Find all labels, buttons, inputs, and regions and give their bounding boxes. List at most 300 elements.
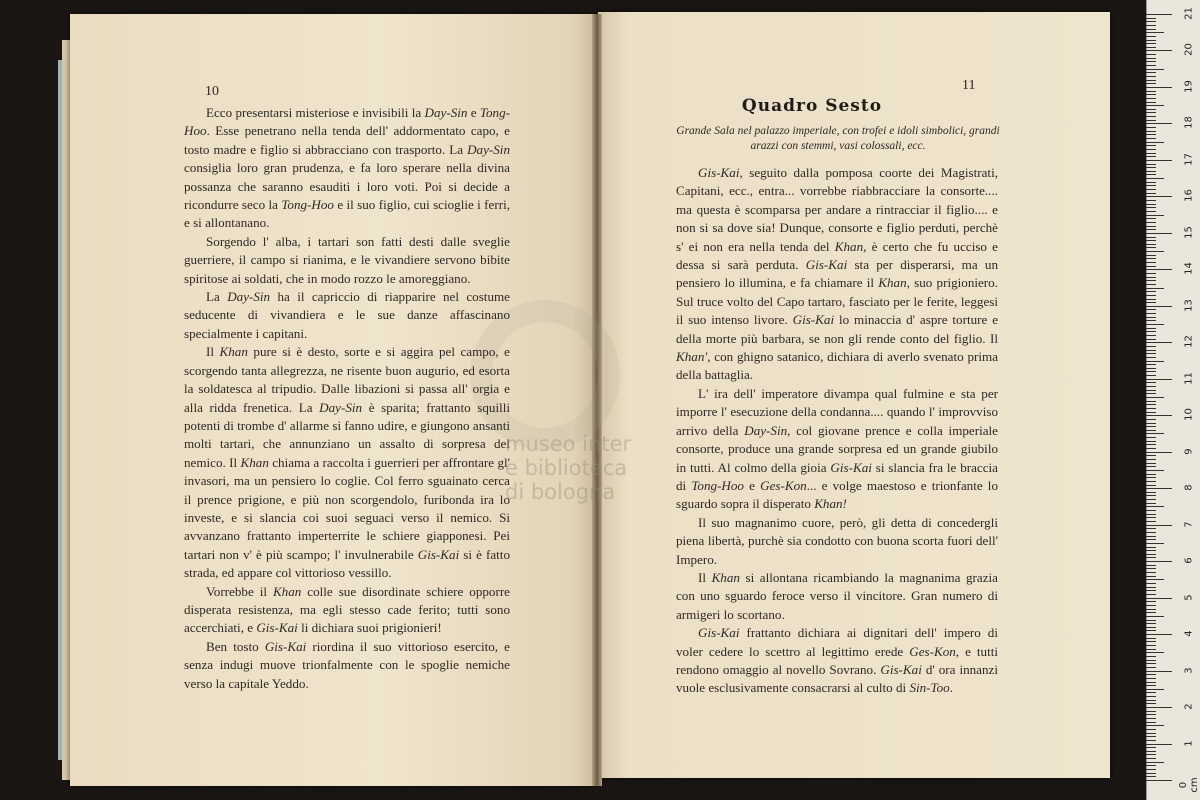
ruler-tick [1146,320,1156,321]
ruler-tick [1146,598,1172,599]
italic-name: Khan! [814,496,847,512]
text-run: si slancia fra le braccia di [676,459,998,493]
ruler-tick [1146,722,1156,723]
ruler-tick [1146,375,1156,376]
ruler-tick [1146,620,1156,621]
text-run: ha il capriccio di riapparire nel costume seducente di vivandiera e le sue danze affascinano specialmente i capitani. [184,289,510,341]
ruler-tick [1146,485,1156,486]
ruler-label: 8 [1183,484,1195,491]
ruler-tick [1146,601,1156,602]
italic-name: Tong-Hoo [184,105,511,139]
italic-name: Khan [272,583,302,599]
ruler-tick [1146,237,1156,238]
ruler-tick [1146,419,1156,420]
text-run: si è fatto strada, ed appare col vittorioso vessillo. [184,546,510,581]
italic-name: Ges-Kon [760,477,807,493]
ruler-tick [1146,444,1156,445]
ruler-tick [1146,58,1156,59]
ruler-tick [1146,630,1156,631]
text-run: L' ira dell' imperatore divampa qual fulmine e sta per imporre l' esecuzione della condanna.... quando l' improvviso arrivo della [676,385,998,438]
ruler-tick [1146,361,1164,362]
ruler-tick [1146,346,1156,347]
ruler-tick [1146,744,1172,745]
ruler-tick [1146,21,1156,22]
ruler-tick [1146,353,1156,354]
italic-name: Gis-Kai [805,257,848,273]
ruler-tick [1146,568,1156,569]
ruler-tick [1146,43,1156,44]
ruler-label: 19 [1183,80,1195,93]
ruler-tick [1146,587,1156,588]
text-run: Il [206,344,220,360]
left-page-number: 10 [205,84,219,99]
ruler-label: 11 [1183,371,1195,385]
paragraph [676,624,998,698]
ruler-tick [1146,459,1156,460]
ruler-tick [1146,295,1156,296]
italic-name: Day-Sin [319,399,363,415]
ruler-tick [1146,25,1156,26]
text-run: Vorrebbe il [206,583,273,599]
ruler-tick [1146,40,1156,41]
ruler-tick [1146,266,1156,267]
ruler-tick [1146,368,1156,369]
text-run: frattanto dichiara ai dignitari dell' impero di voler cedere lo scettro al legittimo erede [676,625,998,659]
ruler-tick [1146,69,1164,70]
ruler-label: 0 cm [1178,777,1200,793]
ruler-tick [1146,754,1156,755]
ruler-tick [1146,423,1156,424]
ruler-tick [1146,196,1172,197]
ruler-tick [1146,689,1164,690]
text-run: Il [698,569,712,585]
ruler-tick [1146,229,1156,230]
paragraph [676,514,998,569]
ruler-tick [1146,455,1156,456]
ruler-tick [1146,499,1156,500]
ruler-tick [1146,174,1156,175]
ruler-tick [1146,594,1156,595]
ruler-tick [1146,313,1156,314]
ruler-label: 13 [1183,298,1195,312]
text-run: riordina il suo vittorioso esercito, e senza indugi muove trionfalmente con le spoglie nemiche verso la capitale Yeddo. [184,638,510,691]
ruler-ticks [1146,0,1180,800]
ruler-tick [1146,547,1156,548]
ruler-tick [1146,149,1156,150]
ruler-tick [1146,612,1156,613]
ruler-tick [1146,244,1156,245]
chapter-subtitle: Grande Sala nel palazzo imperiale, con trofei e idoli simbolici, grandi arazzi con stemmi, vasi colossali, ecc. [676,125,1000,152]
ruler-tick [1146,641,1156,642]
ruler-tick [1146,306,1172,307]
ruler-tick [1146,200,1156,201]
ruler-tick [1146,247,1156,248]
ruler-tick [1146,682,1156,683]
ruler-tick [1146,579,1164,580]
ruler-tick [1146,616,1164,617]
italic-name: Day-Sin [424,105,468,120]
watermark-line: di bologna [505,480,616,504]
ruler-tick [1146,273,1156,274]
ruler-tick [1146,477,1156,478]
text-run: pure si è desto, sorte e si aggira pel campo, e scorgendo tanta allegrezza, ne risente buon augurio, ed esorta la soldatesca al tripudio. Dalle libazioni si passa all' orgia e alla ridda frenetica. La [184,344,510,415]
paragraph [184,583,510,638]
ruler-tick [1146,299,1156,300]
ruler-tick [1146,76,1156,77]
ruler-tick [1146,357,1156,358]
ruler-tick [1146,652,1164,653]
ruler-tick [1146,371,1156,372]
ruler-tick [1146,80,1156,81]
text-run: e [743,477,761,493]
ruler-tick [1146,335,1156,336]
ruler-tick [1146,510,1156,511]
italic-name: Sin-Too [909,680,950,696]
ruler-tick [1146,36,1156,37]
ruler-tick [1146,397,1164,398]
ruler-label: 15 [1183,225,1195,239]
ruler-tick [1146,678,1156,679]
ruler-tick [1146,131,1156,132]
ruler-tick [1146,707,1172,708]
ruler-tick [1146,350,1156,351]
ruler-tick [1146,390,1156,391]
ruler-tick [1146,736,1156,737]
ruler-tick [1146,696,1156,697]
ruler-tick [1146,663,1156,664]
ruler-tick [1146,463,1156,464]
ruler-tick [1146,671,1172,672]
ruler-tick [1146,776,1156,777]
ruler-tick [1146,364,1156,365]
italic-name: Ges-Kon [909,643,956,659]
ruler-label: 4 [1183,630,1195,637]
watermark-text [505,432,631,504]
ruler-tick [1146,215,1164,216]
ruler-tick [1146,317,1156,318]
ruler-tick [1146,189,1156,190]
text-run: sta per disperarsi, ma un pensiero lo illumina, e fa chiamare il [676,257,998,291]
ruler-tick [1146,415,1172,416]
ruler-tick [1146,207,1156,208]
ruler-tick [1146,269,1172,270]
italic-name: Tong-Hoo [691,477,744,493]
ruler-tick [1146,685,1156,686]
ruler-tick [1146,153,1156,154]
ruler-tick [1146,590,1156,591]
text-run: Ecco presentarsi misteriose e invisibili la [206,105,425,120]
ruler-tick [1146,342,1172,343]
paragraph [676,385,998,514]
ruler-tick [1146,430,1156,431]
ruler-tick [1146,576,1156,577]
ruler-tick [1146,328,1156,329]
ruler-tick [1146,583,1156,584]
ruler-tick [1146,452,1172,453]
italic-name: Day-Sin [227,289,271,305]
ruler-label: 14 [1183,262,1195,276]
ruler-tick [1146,18,1156,19]
ruler-tick [1146,627,1156,628]
ruler-tick [1146,105,1164,106]
ruler-label: 20 [1183,43,1195,57]
left-page-text [184,104,510,693]
ruler-tick [1146,408,1156,409]
ruler-tick [1146,94,1156,95]
text-run: . Esse penetrano nella tenda dell' addormentato capo, e tosto madre e figlio si abbracciano con trasporto. La [184,123,510,157]
watermark-line: museo inter [505,432,632,456]
ruler-tick [1146,492,1156,493]
ruler-tick [1146,751,1156,752]
italic-name: Gis-Kai [830,459,872,475]
ruler-tick [1146,554,1156,555]
ruler-tick [1146,525,1172,526]
ruler-label: 7 [1183,520,1195,528]
ruler-label: 3 [1183,666,1195,674]
ruler-tick [1146,506,1164,507]
ruler-tick [1146,550,1156,551]
ruler-tick [1146,331,1156,332]
ruler-tick [1146,14,1172,15]
ruler-tick [1146,433,1164,434]
ruler-label: 2 [1183,703,1195,710]
italic-name: Gis-Kai [264,638,307,654]
ruler-tick [1146,711,1156,712]
text-run: Ben tosto [206,638,265,654]
ruler-tick [1146,193,1156,194]
text-run: li dichiara suoi prigionieri! [297,620,442,636]
ruler-tick [1146,725,1164,726]
ruler-tick [1146,733,1156,734]
text-run: La [206,289,228,305]
ruler-tick [1146,109,1156,110]
ruler-tick [1146,758,1156,759]
text-run: si allontana ricambiando la magnanima grazia con uno sguardo feroce verso il vincitore. Gran numero di armigeri lo scortano. [676,569,998,622]
ruler-tick [1146,645,1156,646]
ruler-tick [1146,656,1156,657]
ruler-tick [1146,134,1156,135]
ruler-tick [1146,204,1156,205]
ruler-tick [1146,503,1156,504]
ruler-tick [1146,495,1156,496]
ruler-tick [1146,277,1156,278]
ruler-tick [1146,167,1156,168]
paragraph [676,164,998,385]
ruler-tick [1146,182,1156,183]
italic-name: Gis-Kai [880,661,922,677]
ruler-label: 12 [1183,335,1195,349]
ruler-tick [1146,211,1156,212]
ruler-tick [1146,123,1172,124]
paragraph [184,233,510,288]
ruler-tick [1146,729,1156,730]
ruler-tick [1146,291,1156,292]
ruler-tick [1146,441,1156,442]
text-run: lo minaccia d' aspre torture e della morte più barbara, se non gli rende conto del figlio. Il [676,312,999,346]
ruler-tick [1146,142,1164,143]
ruler-label: 5 [1183,593,1195,601]
ruler-tick [1146,240,1156,241]
ruler-tick [1146,258,1156,259]
text-run: , è certo che fu ucciso e dessa si sarà perduta. [676,238,998,273]
ruler-tick [1146,543,1164,544]
ruler-label: 16 [1183,189,1195,203]
ruler-tick [1146,649,1156,650]
ruler-tick [1146,514,1156,515]
ruler-tick [1146,226,1156,227]
ruler-tick [1146,302,1156,303]
ruler-tick [1146,91,1156,92]
ruler-tick [1146,532,1156,533]
right-page-text [676,164,998,698]
ruler-tick [1146,50,1172,51]
ruler-tick [1146,379,1172,380]
text-run: chiama a raccolta i guerrieri per affrontare gl' invasori, ma un pensiero lo coglie. Col ferro sguainato cerca il prence prigione, e più non scorgendolo, furibonda ira lo investe, e si slancia coi suoi seguaci verso il nemico. Si avvanzano frattanto imperterrite le schiere giapponesi. Pei tartari non v' è più scampo; l' invulnerabile [184,454,510,562]
text-run: e [467,105,480,120]
ruler-tick [1146,638,1156,639]
ruler-tick [1146,218,1156,219]
italic-name: Day-Sin [744,422,788,438]
ruler-label: 17 [1183,153,1195,166]
text-run: consiglia loro gran prudenza, e fa loro sperare nella divina possanza che saranno esauditi i loro voti. Poi si decide a ricondurre seco la [184,160,510,213]
ruler-tick [1146,481,1156,482]
ruler-tick [1146,284,1156,285]
ruler-tick [1146,382,1156,383]
ruler-tick [1146,288,1164,289]
text-run: . [949,680,953,696]
text-run: e il suo figlio, cui scioglie i ferri, e si allontanano. [184,197,510,231]
ruler-tick [1146,780,1172,781]
ruler-tick [1146,112,1156,113]
ruler-tick [1146,703,1156,704]
text-run: ... e volge maestoso e trionfante lo sguardo sopra il disperato [676,477,998,512]
ruler-tick [1146,747,1156,748]
text-run: suo prigioniero. Sul truce volto del Capo tartaro, fasciato per le ferite, leggesi il suo intenso livore. [676,275,998,328]
ruler-tick [1146,521,1156,522]
ruler-tick [1146,674,1156,675]
paragraph [184,104,510,233]
chapter-title: Quadro Sesto [741,96,883,116]
ruler-tick [1146,116,1156,117]
ruler-label: 9 [1183,448,1195,455]
ruler-tick [1146,251,1164,252]
ruler-tick [1146,255,1156,256]
ruler-tick [1146,54,1156,55]
ruler-tick [1146,138,1156,139]
ruler-tick [1146,740,1156,741]
italic-name: Khan, [878,275,910,291]
ruler-tick [1146,61,1156,62]
ruler-tick [1146,412,1156,413]
ruler-tick [1146,561,1172,562]
ruler-tick [1146,324,1164,325]
italic-name: Gis-Kai [792,312,835,328]
text-run: è sparita; frattanto squilli potenti di trombe d' allarme si fanno udire, e giungono ansanti molti tartari, che annunziano un assalto di sorpresa del nemico. Il [184,399,510,470]
paragraph [184,288,510,343]
ruler-tick [1146,87,1172,88]
italic-name: Khan [711,569,740,585]
ruler-tick [1146,609,1156,610]
italic-name: Gis-Kai [256,620,298,636]
ruler-tick [1146,660,1156,661]
ruler-tick [1146,667,1156,668]
text-run: Sorgendo l' alba, i tartari son fatti desti dalle sveglie guerriere, il campo si rianima, e le vivandiere servono bibite spiritose ai soldati, che in modo rozzo le amoreggiano. [184,233,510,286]
ruler-tick [1146,120,1156,121]
text-run: , col giovane prence e colla imperiale consorte, produce una grande sorpresa ed un grande giubilo in tutti. Al colmo della gioia [676,422,998,475]
ruler-tick [1146,32,1164,33]
ruler-tick [1146,762,1164,763]
italic-name: Gis-Kai [698,625,740,641]
ruler-tick [1146,29,1156,30]
text-run: , seguito dalla pomposa coorte dei Magistrati, Capitani, ecc., entra... vorrebbe riabbracciare la consorte.... ma questa è scomparsa per andare a rintracciar il figlio.... e non si sa dove sia! Dunque, consorte e figlio perduti, perchè s' ei non era nella tenda del [676,165,998,254]
ruler-tick [1146,185,1156,186]
ruler-tick [1146,233,1172,234]
paragraph [184,638,510,693]
paragraph [676,569,998,624]
ruler-tick [1146,98,1156,99]
ruler-tick [1146,488,1172,489]
ruler-tick [1146,528,1156,529]
ruler-label: 1 [1183,739,1195,747]
text-run: colle sue disordinate schiere opporre disperata resistenza, ma egli stesso cade ferito; tutti sono accerchiati, e [184,583,510,636]
ruler-tick [1146,178,1164,179]
ruler-tick [1146,448,1156,449]
ruler-tick [1146,164,1156,165]
ruler-tick [1146,65,1156,66]
italic-name: Khan [834,238,864,254]
italic-name: Khan' [676,349,708,365]
ruler-tick [1146,765,1156,766]
ruler-tick [1146,404,1156,405]
right-page-number: 11 [962,78,976,93]
ruler-tick [1146,470,1164,471]
ruler-tick [1146,692,1156,693]
ruler-labels [1178,0,1200,800]
ruler-tick [1146,72,1156,73]
ruler-tick [1146,401,1156,402]
italic-name: Khan [219,344,248,360]
ruler-label: 6 [1183,557,1195,564]
ruler-tick [1146,386,1156,387]
ruler-tick [1146,714,1156,715]
paragraph [184,343,510,582]
italic-name: Gis-Kai [417,546,460,562]
italic-name: Tong-Hoo [281,197,334,213]
watermark-line: e biblioteca [505,456,628,480]
ruler-tick [1146,47,1156,48]
text-run: , e tutti rendono omaggio al novello Sovrano. [676,643,998,677]
ruler-tick [1146,769,1156,770]
ruler-tick [1146,127,1156,128]
ruler-tick [1146,539,1156,540]
ruler-tick [1146,160,1172,161]
ruler-label: 10 [1183,408,1195,422]
ruler-tick [1146,426,1156,427]
ruler-tick [1146,102,1156,103]
ruler-tick [1146,83,1156,84]
text-run: Il suo magnanimo cuore, però, gli detta di concedergli piena libertà, purchè sia condotto con buona scorta fuori dell' Impero. [676,514,998,567]
italic-name: Gis-Kai [698,165,740,180]
ruler-tick [1146,718,1156,719]
ruler-tick [1146,474,1156,475]
ruler-tick [1146,393,1156,394]
ruler-tick [1146,466,1156,467]
italic-name: Day-Sin [467,141,510,157]
ruler-tick [1146,700,1156,701]
ruler-tick [1146,517,1156,518]
ruler-tick [1146,280,1156,281]
ruler-tick [1146,773,1156,774]
